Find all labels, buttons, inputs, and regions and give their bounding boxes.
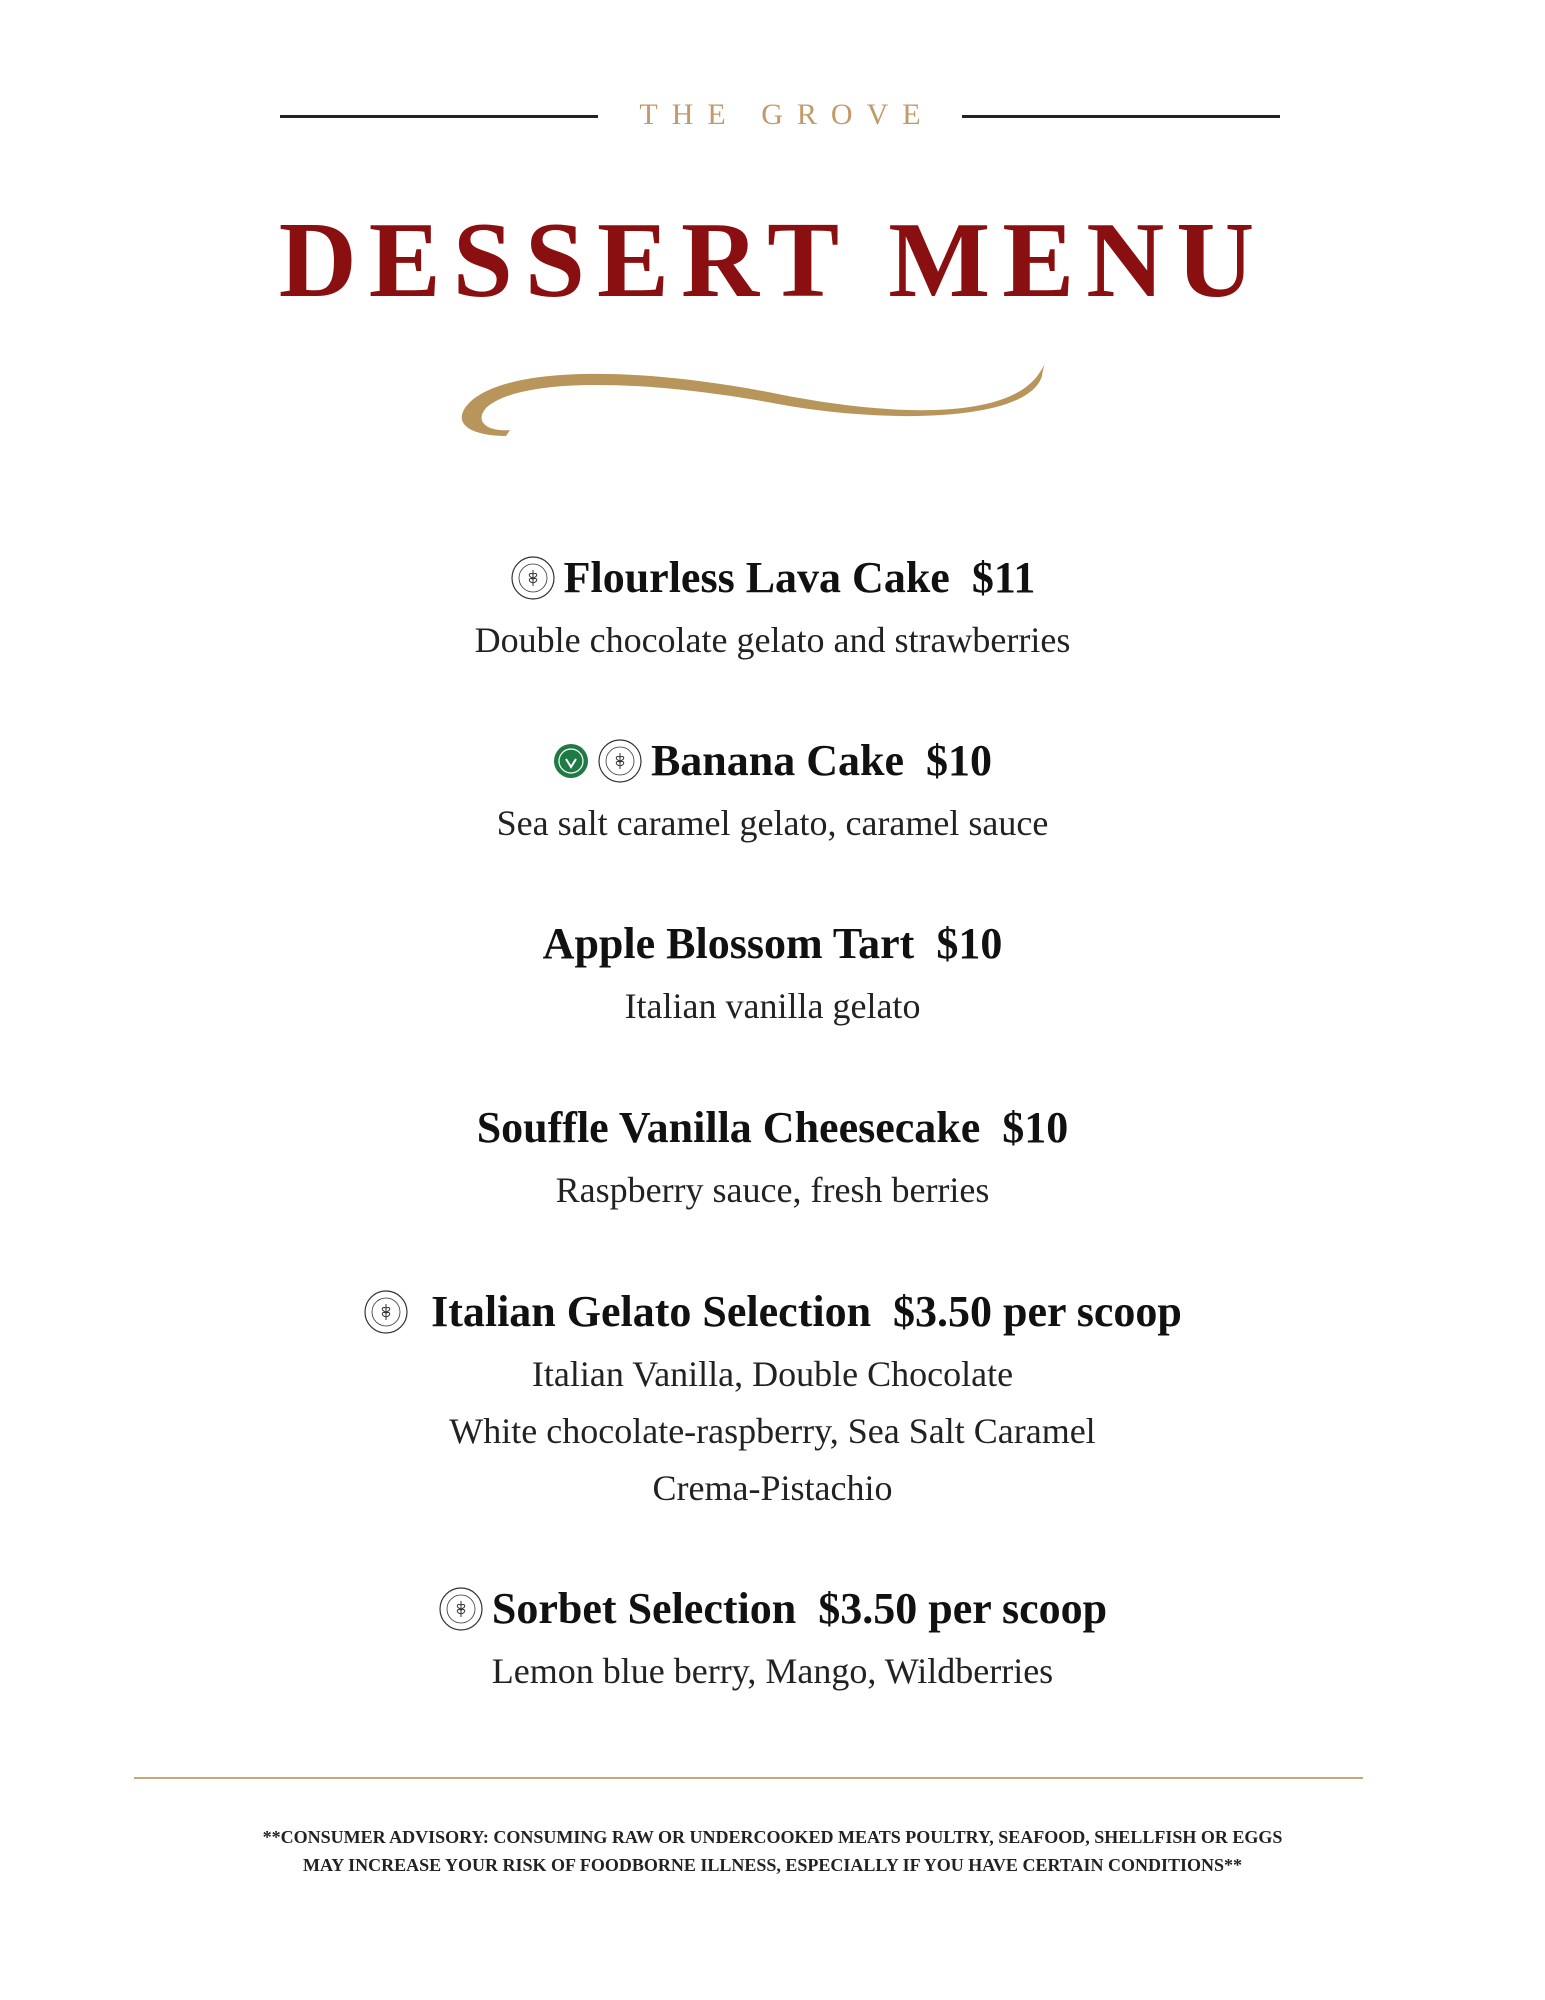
menu-item-souffle-vanilla-cheesecake xyxy=(0,1100,1545,1219)
menu-item-name: Souffle Vanilla Cheesecake xyxy=(476,1103,981,1152)
menu-item-description xyxy=(0,612,1545,669)
advisory-line: MAY INCREASE YOUR RISK OF FOODBORNE ILLNESS, ESPECIALLY IF YOU HAVE CERTAIN CONDITIONS** xyxy=(302,1855,1243,1875)
gluten-free-icon xyxy=(510,555,556,601)
menu-item-sorbet-selection xyxy=(0,1581,1545,1700)
menu-item-price: $11 xyxy=(971,553,1036,602)
footer-divider xyxy=(134,1777,1363,1779)
description-line: Raspberry sauce, fresh berries xyxy=(555,1170,990,1210)
description-line: Lemon blue berry, Mango, Wildberries xyxy=(491,1651,1054,1691)
menu-item-title xyxy=(438,1581,1107,1637)
menu-item-description xyxy=(0,1643,1545,1700)
header-divider-right xyxy=(962,115,1280,118)
brand-name: THE GROVE xyxy=(639,98,935,131)
menu-item-description xyxy=(0,978,1545,1035)
menu-item-description xyxy=(0,795,1545,852)
consumer-advisory xyxy=(0,1823,1545,1879)
gluten-free-icon xyxy=(597,738,643,784)
menu-item-flourless-lava-cake xyxy=(0,550,1545,669)
page-title: DESSERT MENU xyxy=(278,201,1267,320)
gluten-free-icon xyxy=(438,1586,484,1632)
menu-item-apple-blossom-tart xyxy=(0,916,1545,1035)
menu-item-price: $10 xyxy=(926,736,993,785)
description-line: Crema-Pistachio xyxy=(652,1468,893,1508)
menu-item-price: $3.50 per scoop xyxy=(893,1287,1182,1336)
menu-item-name: Italian Gelato Selection xyxy=(431,1287,872,1336)
description-line: White chocolate-raspberry, Sea Salt Caramel xyxy=(449,1411,1096,1451)
header-row xyxy=(0,96,1545,136)
menu-item-title xyxy=(553,733,992,789)
menu-item-title xyxy=(510,550,1036,606)
description-line: Italian Vanilla, Double Chocolate xyxy=(531,1354,1014,1394)
menu-item-name: Flourless Lava Cake xyxy=(563,553,950,602)
decorative-swash xyxy=(448,352,1068,452)
menu-item-title xyxy=(363,1284,1182,1340)
menu-item-name: Apple Blossom Tart xyxy=(542,919,915,968)
menu-item-description xyxy=(0,1346,1545,1517)
header-divider-left xyxy=(280,115,598,118)
vegan-icon xyxy=(553,743,589,779)
menu-item-title xyxy=(543,916,1003,972)
menu-item-italian-gelato-selection xyxy=(0,1284,1545,1517)
menu-item-description xyxy=(0,1162,1545,1219)
menu-item-title xyxy=(477,1100,1069,1156)
menu-item-price: $3.50 per scoop xyxy=(818,1584,1108,1633)
gluten-free-icon xyxy=(363,1289,409,1335)
description-line: Double chocolate gelato and strawberries xyxy=(474,620,1071,660)
menu-item-name: Sorbet Selection xyxy=(491,1584,797,1633)
menu-item-banana-cake xyxy=(0,733,1545,852)
description-line: Sea salt caramel gelato, caramel sauce xyxy=(496,803,1049,843)
advisory-line: **CONSUMER ADVISORY: CONSUMING RAW OR UNDERCOOKED MEATS POULTRY, SEAFOOD, SHELLFISH OR EGGS xyxy=(262,1827,1283,1847)
description-line: Italian vanilla gelato xyxy=(624,986,921,1026)
menu-item-price: $10 xyxy=(936,919,1003,968)
menu-item-price: $10 xyxy=(1002,1103,1069,1152)
menu-item-name: Banana Cake xyxy=(650,736,905,785)
